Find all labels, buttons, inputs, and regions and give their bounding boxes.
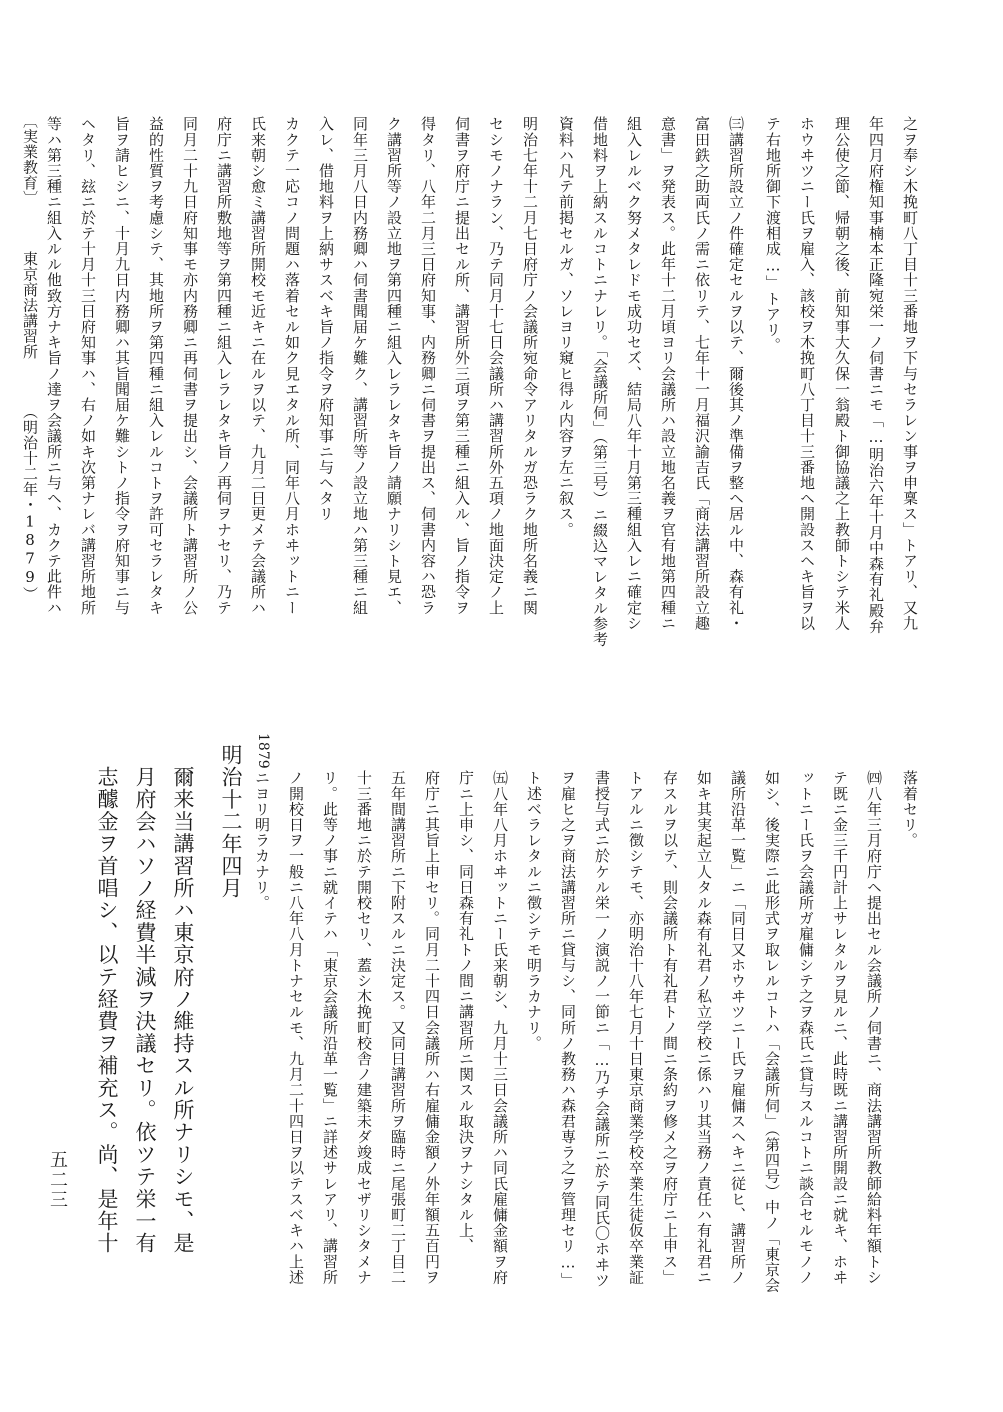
text-column: 書授与式ニ於ケル栄一ノ演説ノ一節ニ「…乃チ会議所ニ於テ同氏〇ホヰツ — [593, 770, 611, 1288]
text-column: 組入レルベク努メタレドモ成功セズ、結局八年十月第三種組入レニ確定シ — [625, 116, 643, 631]
running-head-category: 〔実業教育〕 — [21, 113, 39, 206]
text-column: リ。此等ノ事ニ就イテハ「東京会議所沿革一覧」ニ詳述サレアリ、講習所 — [321, 770, 339, 1285]
text-column: 庁ニ上申シ、同日森有礼トノ間ニ講習所ニ関スル取決ヲナシタル上、 — [457, 770, 475, 1254]
text-column: セシモノナラン、乃テ同月十七日会議所ハ講習所外五項ノ地面決定ノ上 — [487, 116, 505, 616]
text-column: 十三番地ニ於テ開校セリ、蓋シ木挽町校舎ノ建築未ダ竣成セザリシタメナ — [355, 770, 373, 1285]
text-column: 如シ、後実際ニ此形式ヲ取レルコトハ「会議所伺」（第四号）中ノ「東京会 — [763, 770, 781, 1293]
text-column: 富田鉄之助両氏ノ需ニ依リテ、七年十一月福沢諭吉氏「商法講習所設立趣 — [693, 116, 711, 631]
text-column: ク講習所等ノ設立地ヲ第四種ニ組入レラレタキ旨ノ請願ナリシト見エ、 — [385, 116, 403, 616]
text-column: 同年三月八日内務卿ハ伺書聞届ケ難ク、講習所等ノ設立地ハ第三種ニ組 — [351, 116, 369, 616]
text-column: 理公使之節、帰朝之後、前知事大久保一翁殿ト御協議之上教師トシテ米人 — [833, 116, 851, 631]
running-head — [20, 113, 41, 643]
text-column: 同月二十九日府知事モ亦内務卿ニ再伺書ヲ提出シ、会議所ト講習所ノ公 — [181, 116, 199, 616]
text-column: 存スルヲ以テ、則会議所ト有礼君トノ間ニ条約ヲ修メ之ヲ府庁ニ上申ス」 — [661, 770, 679, 1285]
text-column: ニヨリ明ラカナリ。 — [253, 770, 271, 911]
text-column: 如キ其実起立人タル森有礼君ノ私立学校ニ係ハリ其当務ノ責任ハ有礼君ニ — [695, 770, 713, 1285]
text-column: トアルニ徴シテモ、亦明治十八年七月十日東京商業学校卒業生徒仮卒業証 — [627, 770, 645, 1285]
text-column: 明治七年十二月七日府庁ノ会議所宛命令アリタルガ恐ラク地所名義ニ関 — [521, 116, 539, 616]
text-column: 意書」ヲ発表ス。此年十二月頃ヨリ会議所ハ設立地名義ヲ官有地第四種ニ — [659, 116, 677, 631]
text-column: ㈤八年八月ホヰットニー氏来朝シ、九月十三日会議所ハ同氏雇傭金額ヲ府 — [491, 770, 509, 1285]
text-column: 等ハ第三種ニ組入ルル他致方ナキ旨ノ達ヲ会議所ニ与ヘ、カクテ此件ハ — [45, 116, 63, 616]
text-column: ヘタリ、玆ニ於テ十月十三日府知事ハ、右ノ如キ次第ナレバ講習所地所 — [79, 116, 97, 616]
text-column: カクテ一応コノ問題ハ落着セル如ク見エタル所、同年八月ホヰットニー — [283, 116, 301, 616]
text-column: 志醵金ヲ首唱シ、以テ経費ヲ補充ス。尚、是年十 — [95, 766, 119, 1255]
running-head-era: （明治十二年・1879） — [21, 403, 39, 602]
text-column: 府庁ニ其旨上申セリ。同月二十四日会議所ハ右雇傭金額ノ外年額五百円ヲ — [423, 770, 441, 1285]
text-column: 爾来当講習所ハ東京府ノ維持スル所ナリシモ、是 — [171, 766, 195, 1255]
text-column: ノ開校日ヲ一般ニ八年八月トナセルモ、九月二十四日ヲ以テスベキハ上述 — [287, 770, 305, 1285]
text-column: ㈣八年三月府庁ヘ提出セル会議所ノ伺書ニ、商法講習所教師給料年額トシ — [865, 770, 883, 1285]
text-column: 旨ヲ請ヒシニ、十月九日内務卿ハ其旨聞届ケ難シトノ指令ヲ府知事ニ与 — [113, 116, 131, 616]
text-column: 議所沿革一覧」ニ「同日又ホウヰツニー氏ヲ雇傭スヘキニ従ヒ、講習所ノ — [729, 770, 747, 1285]
year-number: 1879 — [255, 733, 271, 769]
text-column: 得タリ、八年二月三日府知事、内務卿ニ伺書ヲ提出ス、伺書内容ハ恐ラ — [419, 116, 437, 616]
text-column: 入レ、借地料ヲ上納サスベキ旨ノ指令ヲ府知事ニ与ヘタリ — [317, 116, 335, 522]
text-column: 府庁ニ講習所敷地等ヲ第四種ニ組入レラレタキ旨ノ再伺ヲナセリ、乃テ — [215, 116, 233, 616]
text-column: 借地料ヲ上納スルコトニナレリ。「会議所伺」（第三号）ニ綴込マレタル参考 — [591, 116, 609, 647]
text-column: 益的性質ヲ考慮シテ、其地所ヲ第四種ニ組入レルコトヲ許可セラレタキ — [147, 116, 165, 616]
text-column: 年四月府権知事楠本正隆宛栄一ノ伺書ニモ「…明治六年十月中森有礼殿弁 — [867, 116, 885, 634]
text-column: 伺書ヲ府庁ニ提出セル所、講習所外三項ヲ第三種ニ組入ル、旨ノ指令ヲ — [453, 116, 471, 616]
page-number: 五二三 — [47, 1150, 68, 1210]
text-column: ットニー氏ヲ会議所ガ雇傭シテ之ヲ森氏ニ貸与スルコトニ談合セルモノノ — [797, 770, 815, 1285]
text-column: 資料ハ凡テ前掲セルガ、ソレヨリ窺ヒ得ル内容ヲ左ニ叙ス。 — [557, 116, 575, 538]
text-column: ヲ雇ヒ之ヲ商法講習所ニ貸与シ、同所ノ教務ハ森君専ラ之ヲ管理セリ…」 — [559, 770, 577, 1288]
text-column: 氏来朝シ愈ミ講習所開校モ近キニ在ルヲ以テ、九月二日更メテ会議所ハ — [249, 116, 267, 616]
text-column: ト述ベラレタルニ徴シテモ明ラカナリ。 — [525, 770, 543, 1051]
text-column: 之ヲ奉シ木挽町八丁目十三番地ヲ下与セラレン事ヲ申稟ス」トアリ、又九 — [901, 116, 919, 631]
text-column: テ右地所御下渡相成…」トアリ。 — [764, 116, 782, 353]
text-column: テ既ニ金三千円計上サレタルヲ見ルニ、此時既ニ講習所開設ニ就キ、ホヰ — [831, 770, 849, 1285]
text-column: 五年間講習所ニ下附スルニ決定ス。又同日講習所ヲ臨時ニ尾張町二丁目二 — [389, 770, 407, 1285]
text-column: 落着セリ。 — [901, 770, 919, 848]
text-column: ホウヰツニー氏ヲ雇入、該校ヲ木挽町八丁目十三番地ヘ開設スヘキ旨ヲ以 — [798, 116, 816, 631]
section-heading: 明治十二年四月 — [219, 744, 243, 900]
running-head-title: 東京商法講習所 — [21, 250, 39, 359]
text-column: 月府会ハソノ経費半減ヲ決議セリ。依ツテ栄一有 — [133, 766, 157, 1255]
text-column: ㈢講習所設立ノ件確定セルヲ以テ、爾後其ノ準備ヲ整ヘ居ル中、森有礼・ — [727, 116, 745, 631]
